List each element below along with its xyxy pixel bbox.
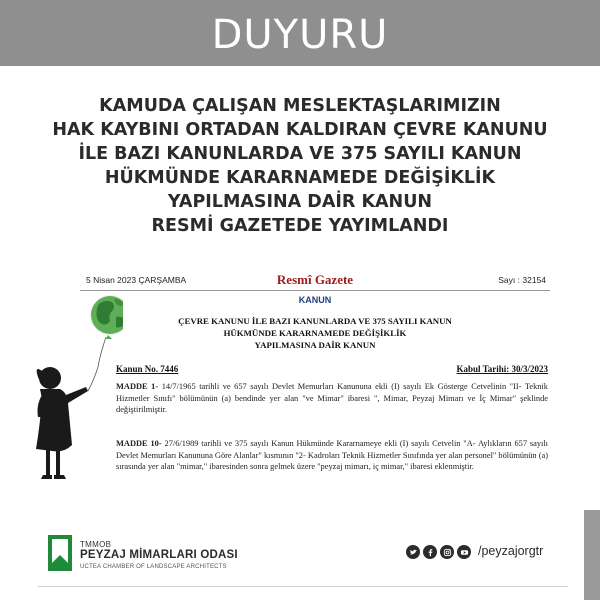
article-1-lead: MADDE 1-: [116, 382, 159, 391]
article-10-lead: MADDE 10-: [116, 439, 162, 448]
announcement-headline: [20, 94, 580, 238]
corner-accent: [584, 510, 600, 600]
twitter-icon[interactable]: [406, 545, 420, 559]
law-title-line: HÜKMÜNDE KARARNAMEDE DEĞİŞİKLİK: [223, 328, 407, 338]
headline-line: HÜKMÜNDE KARARNAMEDE DEĞİŞİKLİK: [104, 168, 496, 188]
facebook-icon[interactable]: [423, 545, 437, 559]
girl-silhouette: [36, 367, 88, 479]
law-title-line: ÇEVRE KANUNU İLE BAZI KANUNLARDA VE 375 SAYILI KANUN: [178, 316, 452, 326]
law-title: [80, 315, 550, 351]
article-1: [116, 381, 548, 416]
chamber-logo-icon: [48, 535, 72, 571]
instagram-icon[interactable]: [440, 545, 454, 559]
org-short: TMMOB: [80, 540, 112, 549]
article-1-text: 14/7/1965 tarihli ve 657 sayılı Devlet Memurları Kanununa ekli (I) sayılı Ek Gösterge Cetvelinin "II- Teknik Hizmetler Sınıfı" bölümünün (a) bendinde yer alan "ve Mimar" ibaresi ", Mimar, Peyzaj Mimarı ve İç Mimar" şeklinde değiştirilmiştir.: [116, 382, 548, 414]
org-name: PEYZAJ MİMARLARI ODASI: [80, 549, 238, 561]
social-icons: [406, 544, 471, 560]
law-number: Kanun No. 7446: [116, 364, 179, 374]
gazette-section: KANUN: [298, 295, 332, 305]
social-handle[interactable]: /peyzajorgtr: [478, 544, 544, 558]
footer-divider: [38, 586, 568, 587]
headline-line: RESMİ GAZETEDE YAYIMLANDI: [151, 216, 449, 236]
headline-line: HAK KAYBINI ORTADAN KALDIRAN ÇEVRE KANUNU: [52, 120, 548, 140]
headline-line: İLE BAZI KANUNLARDA VE 375 SAYILI KANUN: [78, 144, 522, 164]
gazette-date: 5 Nisan 2023 ÇARŞAMBA: [86, 275, 187, 285]
headline-line: KAMUDA ÇALIŞAN MESLEKTAŞLARIMIZIN: [99, 96, 501, 116]
org-english-name: UCTEA CHAMBER OF LANDSCAPE ARCHITECTS: [80, 564, 227, 570]
gazette-header: [80, 272, 550, 291]
banner-title: DUYURU: [211, 12, 389, 58]
article-10-text: 27/6/1989 tarihli ve 375 sayılı Kanun Hükmünde Kararnameye ekli (I) sayılı Cetvelin "A- Aylıkların 657 sayılı Devlet Memurları Kanununa Göre Alanlar" kısmının "2- Kadroları Teknik Hizmetler Sınıfında yer alan personel" bölümünün (a) sırasında yer alan "mimar," ibaresinden sonra gelmek üzere "peyzaj mimarı, iç mimar," ibaresi eklenmiştir.: [116, 439, 548, 471]
gazette-issue: Sayı : 32154: [498, 275, 546, 285]
article-10: [116, 438, 548, 473]
youtube-icon[interactable]: [457, 545, 471, 559]
acceptance-date: Kabul Tarihi: 30/3/2023: [456, 364, 548, 374]
header-banner: [0, 0, 600, 66]
law-title-line: YAPILMASINA DAİR KANUN: [254, 340, 376, 350]
headline-line: YAPILMASINA DAİR KANUN: [167, 192, 433, 212]
gazette-name: Resmî Gazete: [276, 272, 354, 287]
